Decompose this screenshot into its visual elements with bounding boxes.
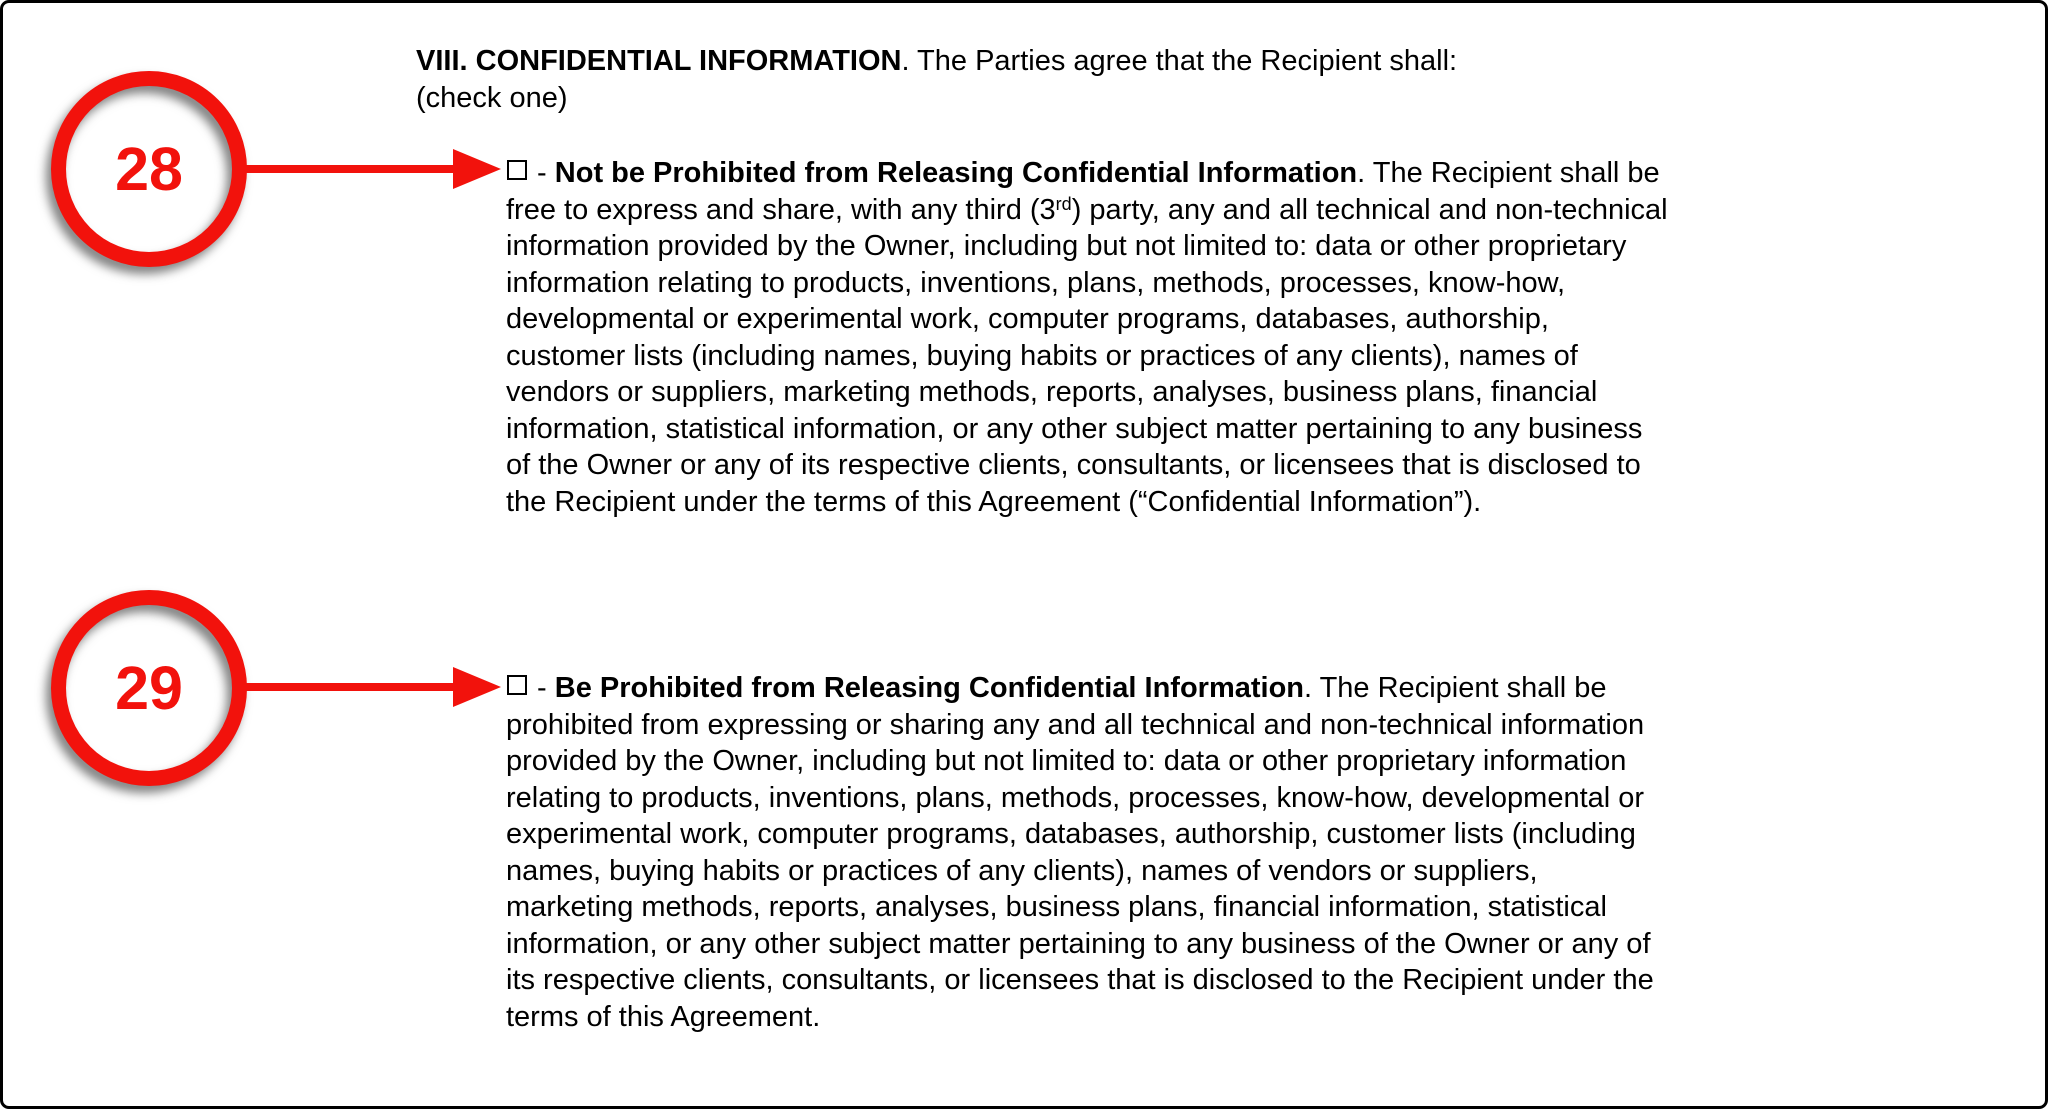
checkbox-be-prohibited[interactable] [507, 675, 527, 695]
arrow-head-icon [453, 149, 501, 189]
annotation-arrow-28 [246, 149, 501, 189]
option-title-bold: Be Prohibited from Releasing Confidential Information [554, 672, 1304, 704]
annotation-number-28: 28 [115, 135, 183, 203]
section-heading [416, 43, 1457, 116]
option-title-bold: Not be Prohibited from Releasing Confidential Information [554, 157, 1358, 189]
check-one-note: (check one) [416, 81, 568, 114]
arrow-head-icon [453, 667, 501, 707]
annotation-marker-28 [51, 71, 247, 267]
option-not-prohibited-paragraph: - Not be Prohibited from Releasing Confidential Information. The Recipient shall be free to express and share, with any third (3rd) party, any and all technical and non-technical information provided by the Owner, including but not limited to: data or other proprietary information relating to products, inventions, plans, methods, processes, know-how, developmental or experimental work, computer programs, databases, authorship, customer lists (including names, buying habits or practices of any clients), names of vendors or suppliers, marketing methods, reports, analyses, business plans, financial information, statistical information, or any other subject matter pertaining to any business of the Owner or any of its respective clients, consultants, or licensees that is disclosed to the Recipient under the terms of this Agreement (“Confidential Information”). [506, 157, 1668, 518]
option-be-prohibited-paragraph: - Be Prohibited from Releasing Confidential Information. The Recipient shall be prohibited from expressing or sharing any and all technical and non-technical information provided by the Owner, including but not limited to: data or other proprietary information relating to products, inventions, plans, methods, processes, know-how, developmental or experimental work, computer programs, databases, authorship, customer lists (including names, buying habits or practices of any clients), names of vendors or suppliers, marketing methods, reports, analyses, business plans, financial information, statistical information, or any other subject matter pertaining to any business of the Owner or any of its respective clients, consultants, or licensees that is disclosed to the Recipient under the terms of this Agreement. [506, 672, 1654, 1033]
section-heading-line1 [416, 43, 1457, 80]
section-number-title: VIII. CONFIDENTIAL INFORMATION [416, 45, 902, 77]
section-heading-rest: . The Parties agree that the Recipient shall: [901, 45, 1458, 77]
annotation-marker-29 [51, 590, 247, 786]
annotation-number-29: 29 [115, 654, 183, 722]
superscript-text: rd [1055, 193, 1072, 214]
annotation-arrow-29 [246, 667, 501, 707]
checkbox-not-prohibited[interactable] [507, 160, 527, 180]
arrow-shaft [246, 683, 458, 691]
arrow-shaft [246, 165, 458, 173]
